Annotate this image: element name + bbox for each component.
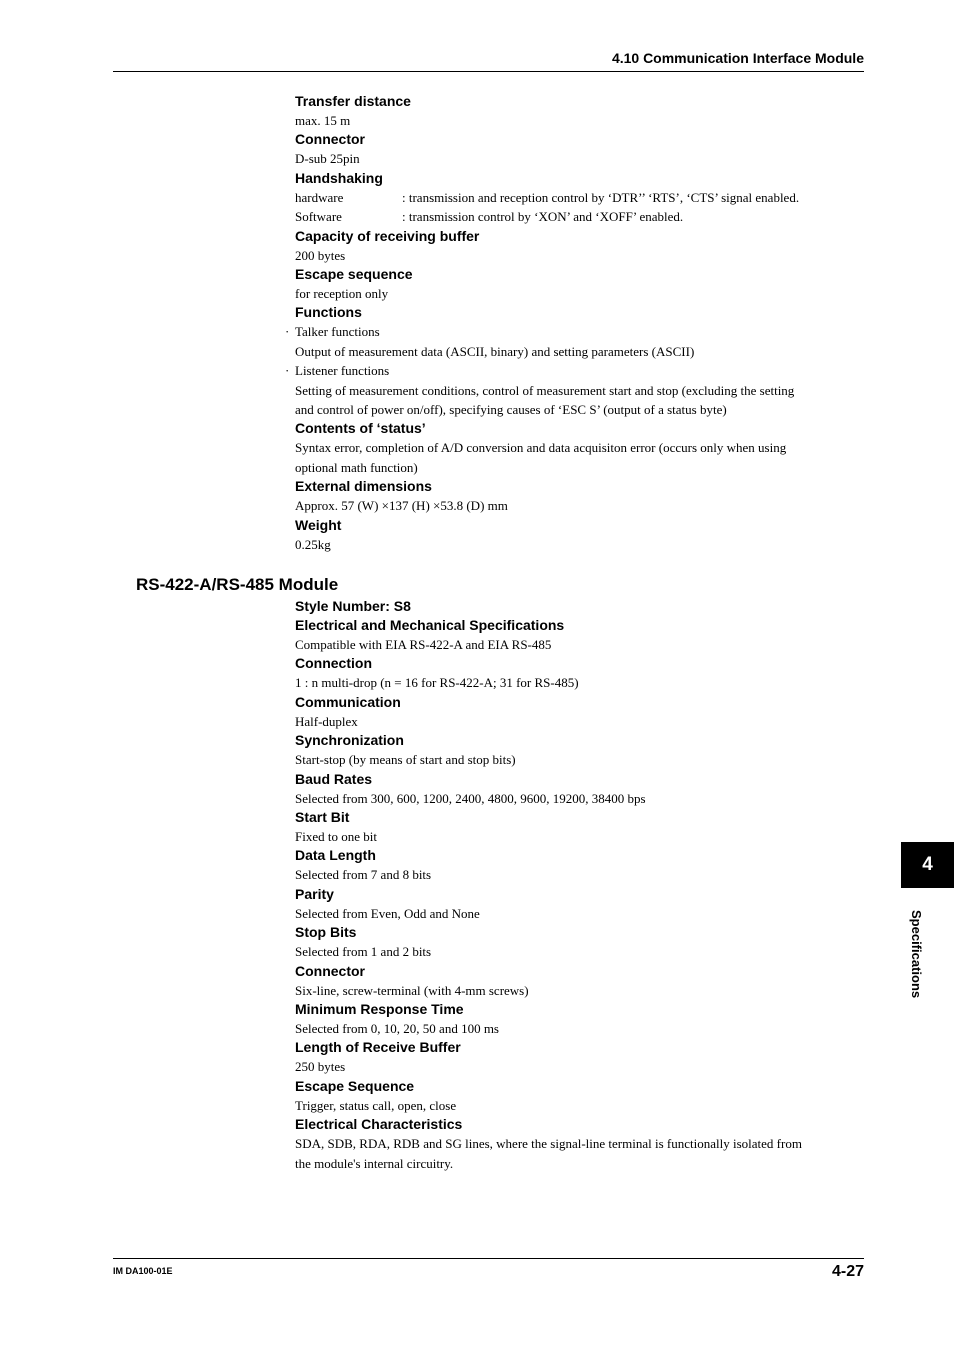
escape-value: for reception only: [295, 286, 389, 302]
chapter-tab-label: Specifications: [909, 910, 924, 999]
dimensions-value: Approx. 57 (W) ×137 (H) ×53.8 (D) mm: [295, 498, 508, 514]
transfer-distance-value: max. 15 m: [295, 113, 351, 128]
buffer-heading: Capacity of receiving buffer: [295, 227, 480, 244]
bullet-dot: ·: [285, 324, 290, 340]
listener-functions-desc-1: Setting of measurement conditions, control of measurement start and stop (excluding the setting: [295, 382, 795, 398]
header-rule: [113, 71, 864, 72]
spec-heading: Length of Receive Buffer: [295, 1039, 461, 1056]
spec-heading: Synchronization: [295, 732, 404, 749]
spec-heading: Electrical and Mechanical Specifications: [295, 617, 565, 633]
weight-heading: Weight: [295, 516, 342, 533]
talker-functions-label: Talker functions: [295, 324, 380, 340]
handshaking-hardware-row: [295, 188, 825, 207]
spec-value: Selected from 1 and 2 bits: [295, 944, 432, 960]
running-header-title: 4.10 Communication Interface Module: [611, 50, 864, 66]
handshaking-heading: Handshaking: [295, 169, 383, 186]
spec-value: Fixed to one bit: [295, 829, 377, 845]
listener-functions-desc-2: and control of power on/off), specifying causes of ‘ESC S’ (output of a status byte): [295, 402, 727, 418]
spec-value: Selected from 7 and 8 bits: [295, 867, 432, 883]
spec-heading: Stop Bits: [295, 924, 357, 941]
spec-heading: Baud Rates: [295, 770, 373, 787]
chapter-number: 4: [922, 854, 933, 875]
spec-heading: Communication: [295, 693, 401, 710]
style-number: Style Number: S8: [295, 598, 411, 614]
spec-heading: Connector: [295, 962, 365, 979]
functions-heading: Functions: [295, 304, 362, 321]
spec-heading: Start Bit: [295, 809, 350, 826]
status-desc-1: Syntax error, completion of A/D conversion and data acquisiton error (occurs only when using: [295, 440, 787, 456]
footer-page-number: 4-27: [831, 1263, 864, 1280]
connector-heading: Connector: [295, 131, 365, 148]
handshaking-software-key: Software: [295, 209, 342, 225]
electrical-desc-1: SDA, SDB, RDA, RDB and SG lines, where the signal-line terminal is functionally isolated from: [295, 1136, 802, 1152]
weight-value: 0.25kg: [295, 536, 331, 552]
spec-value: 250 bytes: [295, 1059, 346, 1075]
spec-heading: Minimum Response Time: [295, 1001, 464, 1018]
spec-value: Selected from 300, 600, 1200, 2400, 4800, 9600, 19200, 38400 bps: [295, 790, 646, 806]
spec-heading: Escape Sequence: [295, 1077, 415, 1094]
bullet-dot: ·: [285, 363, 290, 379]
spec-value: Half-duplex: [295, 713, 358, 729]
listener-functions-item: [285, 361, 825, 380]
rs422-section-title: RS-422-A/RS-485 Module: [136, 575, 339, 594]
status-desc-2: optional math function): [295, 459, 418, 475]
rs232-spec-section: [285, 92, 825, 554]
spec-value: Selected from 0, 10, 20, 50 and 100 ms: [295, 1021, 499, 1037]
spec-value: 1 : n multi-drop (n = 16 for RS-422-A; 31 for RS-485): [295, 675, 579, 691]
spec-heading: Parity: [295, 885, 334, 902]
listener-functions-label: Listener functions: [295, 363, 390, 379]
handshaking-software-row: [295, 207, 825, 226]
footer-doc-id: IM DA100-01E: [113, 1266, 173, 1276]
handshaking-software-value: : transmission control by ‘XON’ and ‘XOFF’ enabled.: [402, 209, 684, 225]
escape-heading: Escape sequence: [295, 266, 413, 283]
buffer-value: 200 bytes: [295, 247, 346, 263]
handshaking-hardware-key: hardware: [295, 189, 344, 205]
chapter-tab: [901, 842, 954, 888]
dimensions-heading: External dimensions: [295, 478, 432, 495]
talker-functions-desc: Output of measurement data (ASCII, binary) and setting parameters (ASCII): [295, 343, 695, 359]
spec-heading: Data Length: [295, 847, 376, 864]
spec-value: Compatible with EIA RS-422-A and EIA RS-485: [295, 637, 552, 652]
footer-rule: [113, 1258, 864, 1259]
status-heading: Contents of ‘status’: [295, 420, 426, 437]
spec-value: Start-stop (by means of start and stop bits): [295, 752, 516, 768]
connector-value: D-sub 25pin: [295, 151, 360, 167]
rs422-spec-section: [295, 597, 825, 1173]
electrical-heading: Electrical Characteristics: [295, 1116, 463, 1133]
transfer-distance-heading: Transfer distance: [295, 93, 411, 109]
spec-heading: Connection: [295, 655, 372, 672]
electrical-desc-2: the module's internal circuitry.: [295, 1155, 454, 1171]
handshaking-hardware-value: : transmission and reception control by ‘DTR’’ ‘RTS’, ‘CTS’ signal enabled.: [402, 189, 800, 205]
spec-value: Selected from Even, Odd and None: [295, 905, 480, 921]
talker-functions-item: [285, 322, 825, 341]
spec-value: Trigger, status call, open, close: [295, 1097, 457, 1113]
spec-value: Six-line, screw-terminal (with 4-mm screws): [295, 982, 529, 998]
